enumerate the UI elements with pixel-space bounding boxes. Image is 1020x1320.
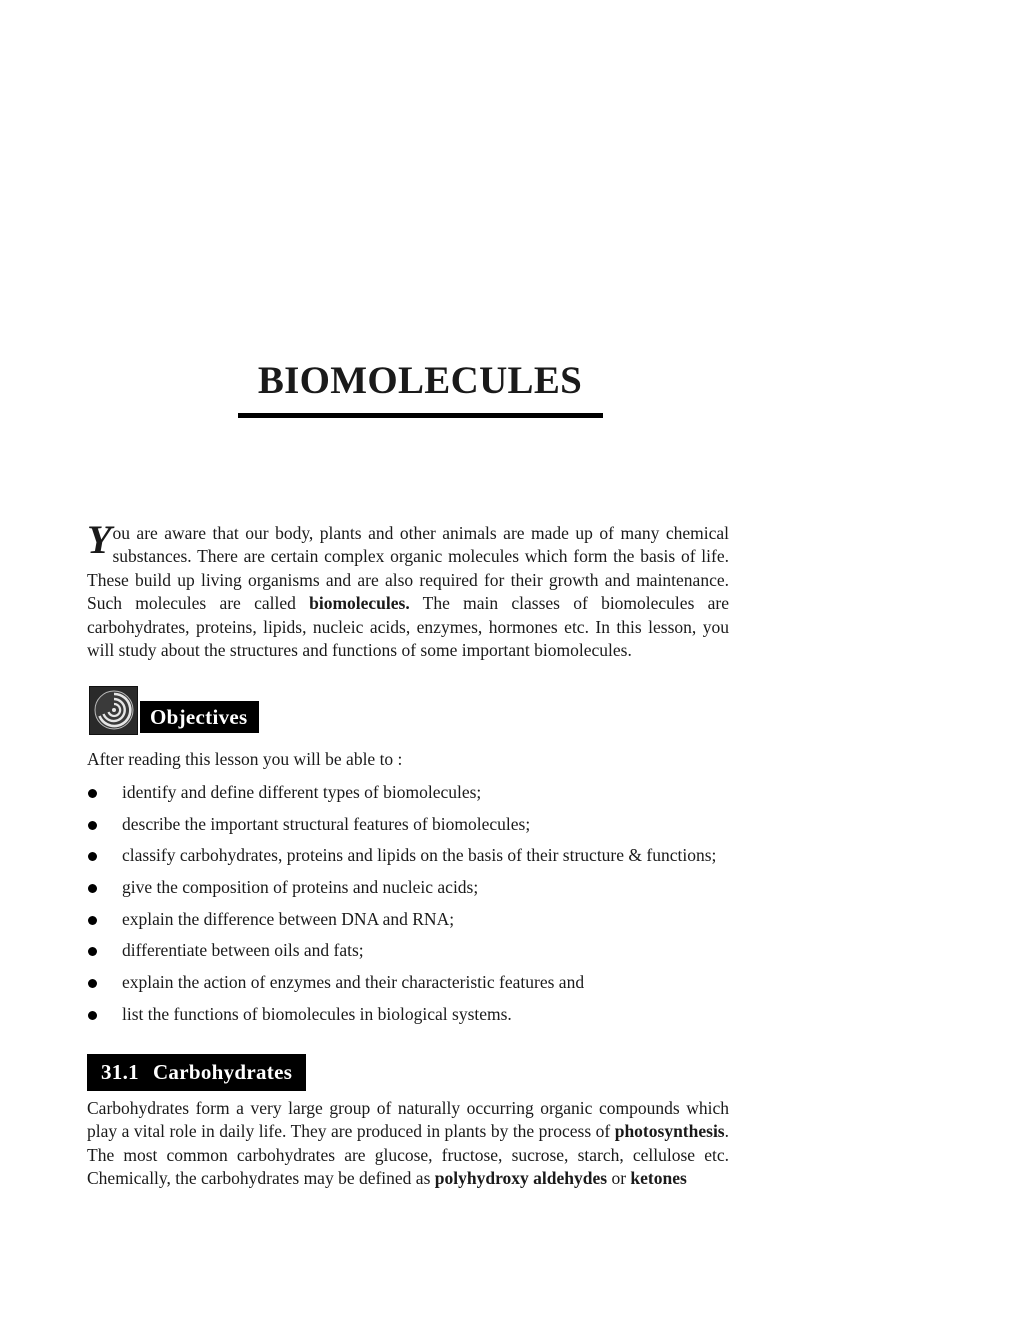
intro-text-1: ou are aware that our body, plants and other animals are made up of many chemical substances. There are certain complex organic molecules which form the basis of life. These build up living organisms and are also required for their growth and maintenance. Such molecules are called xyxy=(87,523,729,614)
list-item: give the composition of proteins and nucleic acids; xyxy=(87,875,747,907)
list-item: identify and define different types of biomolecules; xyxy=(87,780,747,812)
section-paragraph: Carbohydrates form a very large group of naturally occurring organic compounds which play a vital role in daily life. They are produced in plants by the process of photosynthesis. The most common carbohydrates are glucose, fructose, sucrose, starch, cellulose etc. Chemically, the carbohydrates may be defined as polyhydroxy aldehydes or ketones xyxy=(87,1098,729,1189)
bold-term-polyhydroxy-aldehydes: polyhydroxy aldehydes xyxy=(434,1168,608,1189)
bullet-icon xyxy=(88,821,97,830)
objectives-header xyxy=(89,686,259,734)
objectives-lead: After reading this lesson you will be able to : xyxy=(87,749,403,769)
bullet-icon xyxy=(88,947,97,956)
title-underline xyxy=(238,413,603,418)
bullet-icon xyxy=(88,916,97,925)
bullet-icon xyxy=(88,979,97,988)
list-item: describe the important structural features of biomolecules; xyxy=(87,812,747,844)
bullet-icon xyxy=(88,789,97,798)
bold-term-photosynthesis: photosynthesis xyxy=(614,1121,725,1142)
dropcap-letter: Y xyxy=(87,517,112,562)
intro-paragraph xyxy=(87,517,729,662)
list-item: list the functions of biomolecules in biological systems. xyxy=(87,1002,747,1034)
list-item: classify carbohydrates, proteins and lipids on the basis of their structure & functions; xyxy=(87,843,747,875)
page-title: BIOMOLECULES xyxy=(257,359,583,402)
bold-term-ketones: ketones xyxy=(630,1168,687,1189)
bullet-icon xyxy=(88,1011,97,1020)
section-title: Carbohydrates xyxy=(152,1060,293,1084)
section-number: 31.1 xyxy=(101,1060,139,1084)
objectives-list xyxy=(87,780,747,1034)
intro-text-2: The main classes of biomolecules are carbohydrates, proteins, lipids, nucleic acids, enzymes, hormones etc. In this lesson, you will study about the structures and functions of some important biomolecules. xyxy=(87,593,729,661)
list-item: explain the action of enzymes and their characteristic features and xyxy=(87,970,747,1002)
list-item: explain the difference between DNA and RNA; xyxy=(87,907,747,939)
objectives-heading: Objectives xyxy=(140,701,259,733)
section-heading xyxy=(87,1054,306,1091)
bullet-icon xyxy=(88,852,97,861)
bullet-icon xyxy=(88,884,97,893)
target-spiral-icon xyxy=(89,686,138,735)
list-item: differentiate between oils and fats; xyxy=(87,938,747,970)
intro-bold-term: biomolecules. xyxy=(309,593,410,614)
